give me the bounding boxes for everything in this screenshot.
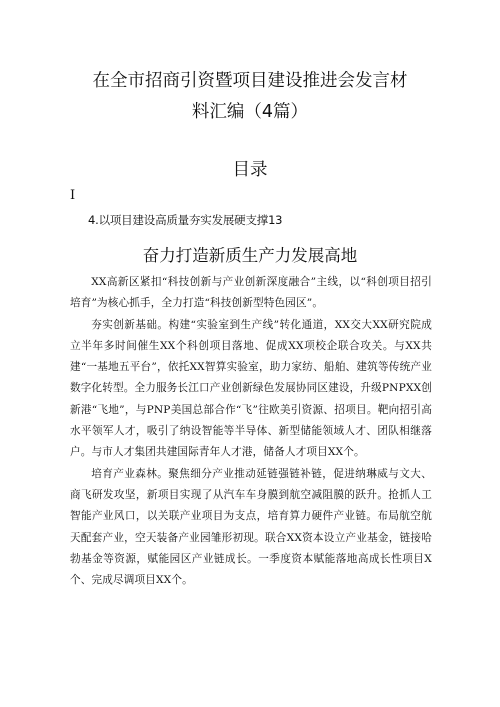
body-paragraph: 培育产业森林。聚焦细分产业推动延链强链补链，促进纳琳威与文大、商飞研发攻坚，新项目实现了从汽车车身膜到航空减阻膜的跃升。抢抓人工智能产业风口，以关联产业项目为支点，培育算力硬件产业链。布局航空航天配套产业，空天装备产业园雏形初现。联合XX资本设立产业基金，链接哈勃基金等资源，赋能园区产业链成长。一季度资本赋能落地高成长性项目X个、完成尽调项目XX个。 <box>70 467 432 587</box>
section-title: 奋力打造新质生产力发展高地 <box>142 246 358 265</box>
document-title-line-2: 料汇编（4篇） <box>191 102 309 122</box>
body-paragraph: 夯实创新基础。构建“实验室到生产线”转化通道，XX交大XX研究院成立半年多时间催生XX个科创项目落地、促成XX项校企联合攻关。与XX共建“一基地五平台”，依托XX智算实验室，助力家纺、船舶、建筑等传统产业数字化转型。全力服务长江口产业创新绿色发展协同区建设，升级PNPXX创新港“飞地”，与PNP美国总部合作“飞”往欧美引资源、招项目。靶向招引高水平领军人才，吸引了纳设智能等半导体、新型储能领域人才、团队相继落户。与市人才集团共建国际青年人才港，储备人才项目XX个。 <box>70 318 432 459</box>
toc-heading: 目录 <box>232 160 268 180</box>
toc-entry[interactable]: 4.以项目建设高质量夯实发展硬支撑13 <box>88 213 283 227</box>
body-paragraph: XX高新区紧扣“科技创新与产业创新深度融合”主线，以“科创项目招引培育”为核心抓手，全力打造“科技创新型特色园区”。 <box>70 276 432 310</box>
document-title-line-1: 在全市招商引资暨项目建设推进会发言材 <box>92 71 408 91</box>
section-body <box>70 272 432 591</box>
document-title <box>60 66 440 128</box>
toc-mark: I <box>70 188 76 203</box>
